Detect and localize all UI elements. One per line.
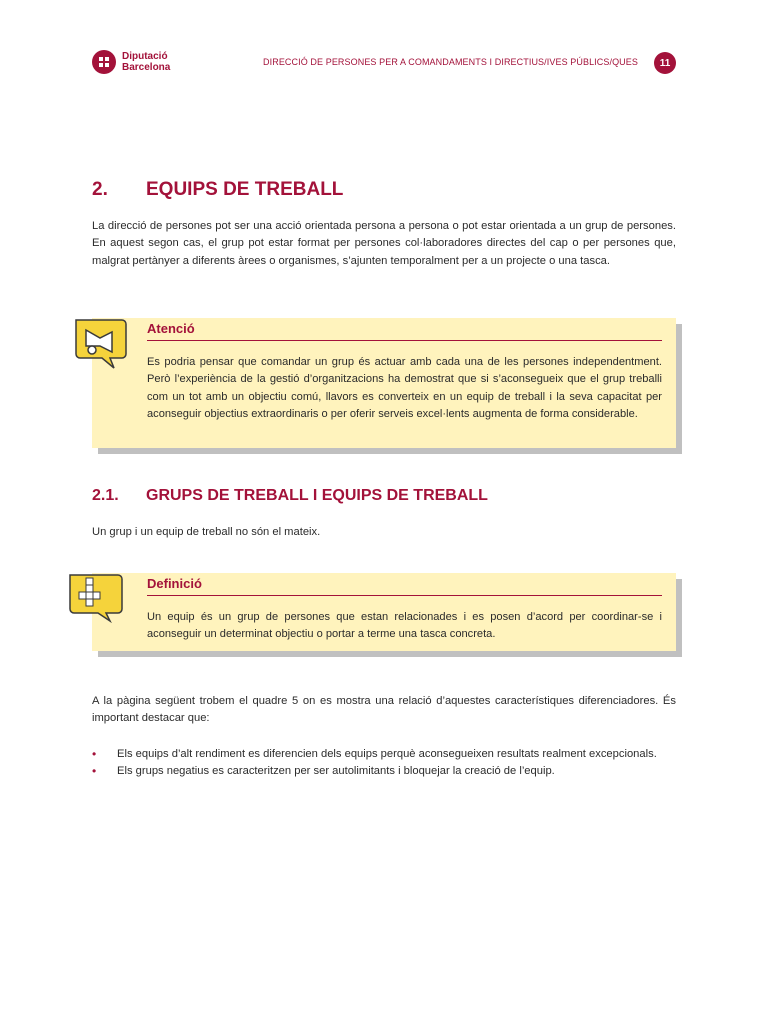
subsection-intro-paragraph: Un grup i un equip de treball no són el mateix.	[92, 526, 321, 538]
list-item	[92, 746, 692, 763]
subsection-heading	[92, 487, 488, 505]
attention-text: Es podria pensar que comandar un grup és actuar amb cada una de les persones independentment. Però l’experiència de la gestió d’organitzacions ha demostrat que si s’aconsegueix que el grup treballi com un tot amb un objectiu comú, llavors es converteix en un equip de treball i la seva capacitat per aconseguir objectius extraordinaris o per oferir serveis excel·lents augmenta de forma considerable.	[147, 356, 662, 421]
bullet-icon: •	[92, 747, 97, 761]
crossword-icon	[66, 571, 124, 627]
definition-title: Definició	[147, 576, 202, 591]
logo-line-2: Barcelona	[122, 62, 171, 73]
logo-emblem-icon	[92, 50, 116, 74]
bullet-text: Els grups negatius es caracteritzen per ser autolimitants i bloquejar la creació de l’equip.	[117, 765, 555, 778]
attention-title: Atenció	[147, 321, 195, 336]
section-number: 2.	[92, 179, 108, 200]
definition-text: Un equip és un grup de persones que estan relacionades i es posen d’acord per coordinar-se i aconseguir un determinat objectiu o portar a terme una tasca concreta.	[147, 611, 662, 641]
definition-box	[92, 573, 676, 651]
section-intro-paragraph: La direcció de persones pot ser una acció orientada persona a persona o pot estar orientada a un grup de persones. En aquest segon cas, el grup pot estar format per persones col·laboradores directes del cap o per persones que, malgrat pertànyer a diferents àrees o organismes, s’ajunten temporalment per a un projecte o una tasca.	[92, 220, 676, 267]
bullet-text: Els equips d’alt rendiment es diferencien dels equips perquè aconsegueixen resultats realment excepcionals.	[117, 748, 657, 760]
closing-paragraph: A la pàgina següent trobem el quadre 5 on es mostra una relació d’aquestes característiques diferenciadores. És important destacar que:	[92, 695, 676, 725]
section-title: EQUIPS DE TREBALL	[146, 179, 344, 200]
list-item	[92, 763, 692, 780]
page-number-badge: 11	[654, 52, 676, 74]
logo-line-1: Diputació	[122, 51, 168, 62]
running-head: DIRECCIÓ DE PERSONES PER A COMANDAMENTS I DIRECTIUS/IVES PÚBLICS/QUES	[263, 57, 638, 67]
diputacio-logo	[92, 50, 170, 74]
attention-rule	[147, 340, 662, 341]
bullet-icon: •	[92, 764, 97, 779]
horn-icon	[70, 316, 128, 374]
attention-box	[92, 318, 676, 448]
logo-text	[122, 51, 170, 73]
subsection-title: GRUPS DE TREBALL I EQUIPS DE TREBALL	[146, 487, 488, 504]
page-header	[0, 0, 768, 90]
section-heading	[92, 179, 343, 201]
subsection-number: 2.1.	[92, 487, 119, 504]
bullet-list	[92, 746, 692, 781]
definition-rule	[147, 595, 662, 596]
